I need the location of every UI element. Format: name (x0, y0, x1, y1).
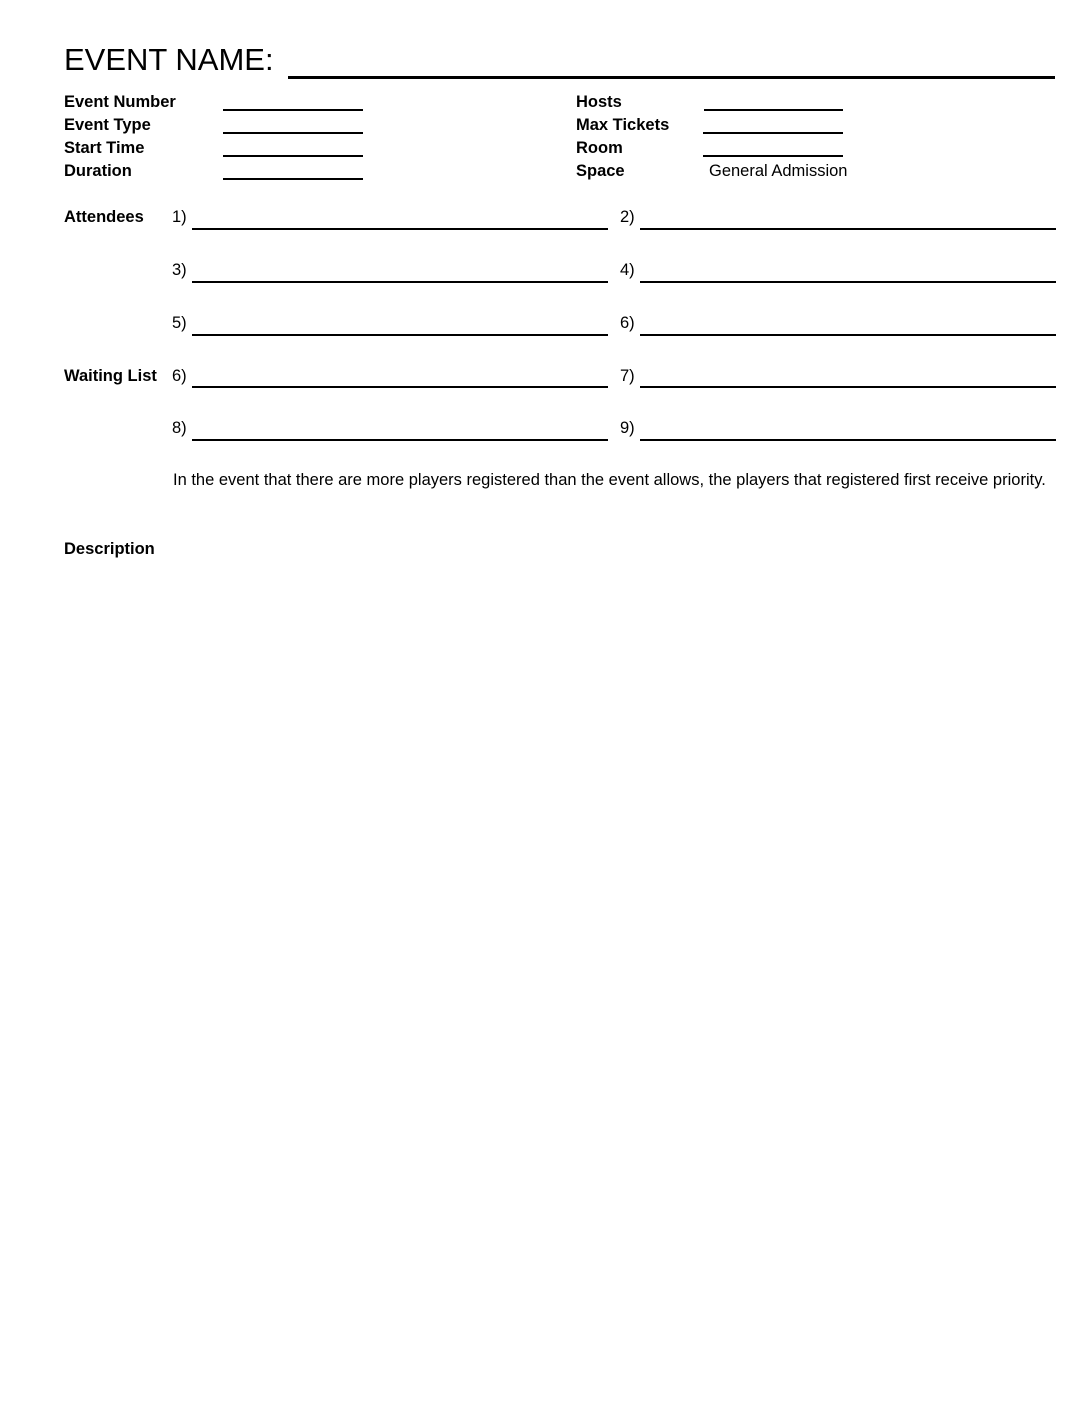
hosts-field[interactable] (704, 109, 843, 111)
max-tickets-label: Max Tickets (576, 116, 670, 134)
start-time-label: Start Time (64, 139, 145, 157)
start-time-field[interactable] (223, 155, 363, 157)
event-type-field[interactable] (223, 132, 363, 134)
attendee-slot-number: 2) (620, 208, 635, 226)
duration-field[interactable] (223, 178, 363, 180)
event-type-label: Event Type (64, 116, 151, 134)
space-value: General Admission (709, 162, 848, 180)
attendee-5-field[interactable] (192, 334, 608, 336)
waiting-7-field[interactable] (640, 386, 1056, 388)
event-number-field[interactable] (223, 109, 363, 111)
duration-label: Duration (64, 162, 132, 180)
waiting-6-field[interactable] (192, 386, 608, 388)
waiting-list-label: Waiting List (64, 367, 157, 385)
attendee-slot-number: 3) (172, 261, 187, 279)
waiting-slot-number: 7) (620, 367, 635, 385)
attendee-slot-number: 1) (172, 208, 187, 226)
attendee-2-field[interactable] (640, 228, 1056, 230)
hosts-label: Hosts (576, 93, 622, 111)
attendee-slot-number: 6) (620, 314, 635, 332)
room-field[interactable] (703, 155, 843, 157)
waiting-8-field[interactable] (192, 439, 608, 441)
page-title: EVENT NAME: (64, 42, 274, 77)
room-label: Room (576, 139, 623, 157)
event-number-label: Event Number (64, 93, 176, 111)
attendee-1-field[interactable] (192, 228, 608, 230)
attendee-slot-number: 5) (172, 314, 187, 332)
waiting-9-field[interactable] (640, 439, 1056, 441)
attendee-slot-number: 4) (620, 261, 635, 279)
attendee-3-field[interactable] (192, 281, 608, 283)
attendee-4-field[interactable] (640, 281, 1056, 283)
priority-note: In the event that there are more players registered than the event allows, the players that registered first receive priority. (173, 471, 1046, 489)
attendees-label: Attendees (64, 208, 144, 226)
waiting-slot-number: 6) (172, 367, 187, 385)
waiting-slot-number: 9) (620, 419, 635, 437)
description-label: Description (64, 540, 155, 558)
attendee-6-field[interactable] (640, 334, 1056, 336)
space-label: Space (576, 162, 625, 180)
event-name-field[interactable] (288, 76, 1055, 79)
waiting-slot-number: 8) (172, 419, 187, 437)
description-area[interactable] (64, 565, 1056, 1365)
max-tickets-field[interactable] (703, 132, 843, 134)
